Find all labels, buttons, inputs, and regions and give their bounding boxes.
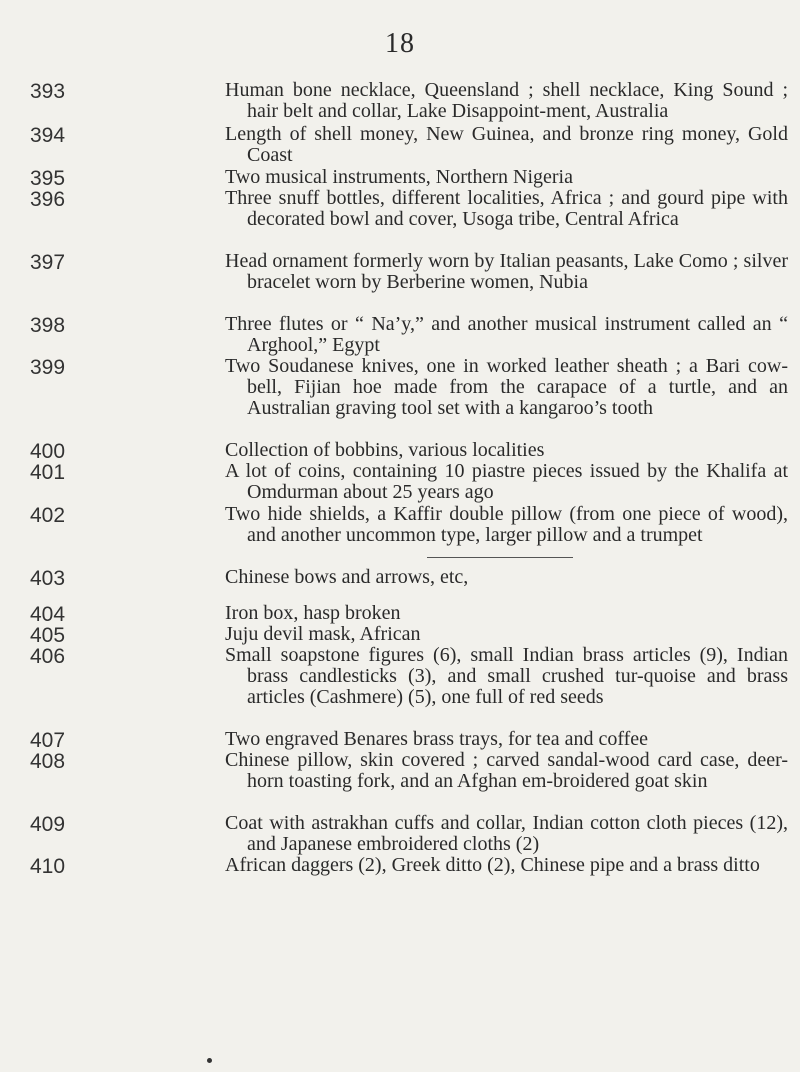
lot-description: Length of shell money, New Guinea, and bronze ring money, Gold Coast xyxy=(225,123,788,166)
lot-description: Three flutes or “ Na’y,” and another musical instrument called an “ Arghool,” Egypt xyxy=(225,313,788,356)
printer-mark xyxy=(207,1058,212,1063)
lot-number: 400 xyxy=(30,440,66,463)
lot-number: 405 xyxy=(30,624,66,647)
lot-description: Iron box, hasp broken xyxy=(225,602,401,624)
lot-number: 398 xyxy=(30,314,66,337)
lot-number: 410 xyxy=(30,855,66,878)
lot-description: Coat with astrakhan cuffs and collar, Indian cotton cloth pieces (12), and Japanese embroidered cloths (2) xyxy=(225,812,788,855)
lot-description: Two engraved Benares brass trays, for tea and coffee xyxy=(225,728,649,750)
lot-description: Chinese pillow, skin covered ; carved sandal-wood card case, deer-horn toasting fork, and an Afghan em-broidered goat skin xyxy=(225,749,788,792)
lot-description: Small soapstone figures (6), small Indian brass articles (9), Indian brass candlesticks (3), and small crushed tur-quoise and brass articles (Cashmere) (5), one full of red seeds xyxy=(225,644,788,708)
lot-number: 406 xyxy=(30,645,66,668)
lot-description: Two Soudanese knives, one in worked leather sheath ; a Bari cow-bell, Fijian hoe made from the carapace of a turtle, and an Australian graving tool set with a kangaroo’s tooth xyxy=(225,355,788,419)
lot-number: 404 xyxy=(30,603,66,626)
lot-description: Juju devil mask, African xyxy=(225,623,421,645)
lot-number: 396 xyxy=(30,188,66,211)
lot-number: 397 xyxy=(30,251,66,274)
lot-description: African daggers (2), Greek ditto (2), Chinese pipe and a brass ditto xyxy=(225,854,760,876)
lot-number: 394 xyxy=(30,124,66,147)
lot-description: Head ornament formerly worn by Italian peasants, Lake Como ; silver bracelet worn by Berberine women, Nubia xyxy=(225,250,788,293)
lot-description: Three snuff bottles, different localities, Africa ; and gourd pipe with decorated bowl and cover, Usoga tribe, Central Africa xyxy=(225,187,788,230)
lot-number: 395 xyxy=(30,167,66,190)
lot-number: 402 xyxy=(30,504,66,527)
lot-description: Two hide shields, a Kaffir double pillow (from one piece of wood), and another uncommon type, larger pillow and a trumpet xyxy=(225,503,788,546)
lot-number: 409 xyxy=(30,813,66,836)
lot-number: 407 xyxy=(30,729,66,752)
lot-number: 403 xyxy=(30,567,66,590)
section-divider xyxy=(427,557,573,558)
lot-number: 393 xyxy=(30,80,66,103)
lot-number: 401 xyxy=(30,461,66,484)
lot-description: Chinese bows and arrows, etc, xyxy=(225,566,469,588)
lot-description: A lot of coins, containing 10 piastre pieces issued by the Khalifa at Omdurman about 25 years ago xyxy=(225,460,788,503)
lot-description: Human bone necklace, Queensland ; shell necklace, King Sound ; hair belt and collar, Lake Disappoint-ment, Australia xyxy=(225,79,788,122)
lot-description: Two musical instruments, Northern Nigeria xyxy=(225,166,573,188)
lot-number: 399 xyxy=(30,356,66,379)
lot-number: 408 xyxy=(30,750,66,773)
page-number: 18 xyxy=(385,28,415,59)
lot-description: Collection of bobbins, various localities xyxy=(225,439,545,461)
